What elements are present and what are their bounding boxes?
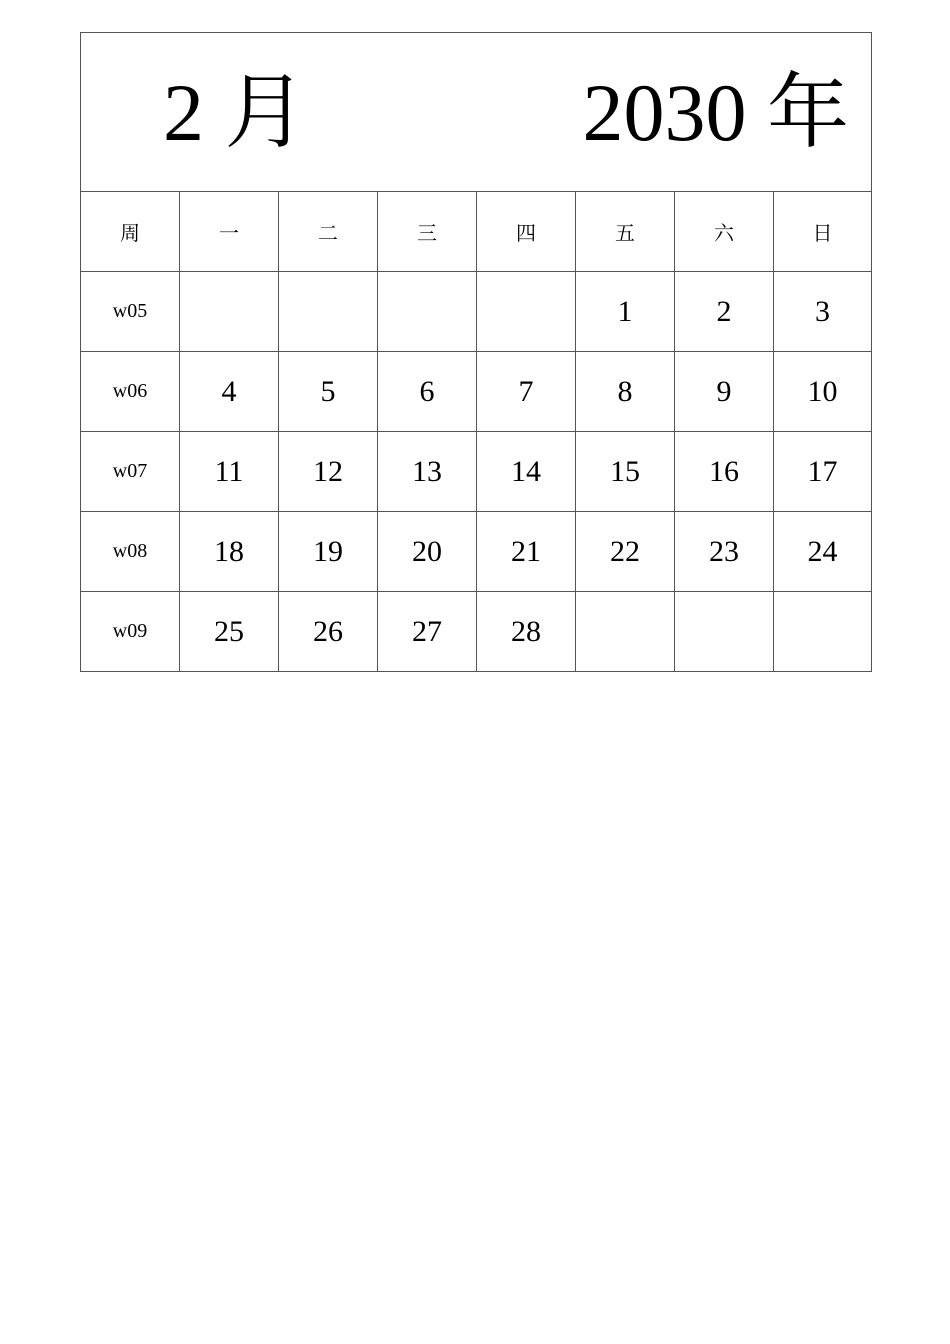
day-cell bbox=[378, 272, 477, 352]
weekday-header-sat: 六 bbox=[675, 192, 774, 272]
day-cell: 25 bbox=[180, 592, 279, 672]
day-cell bbox=[576, 592, 675, 672]
calendar-table bbox=[80, 32, 872, 672]
day-cell: 21 bbox=[477, 512, 576, 592]
weekday-header-row bbox=[81, 192, 872, 272]
weekday-header-thu: 四 bbox=[477, 192, 576, 272]
week-row bbox=[81, 352, 872, 432]
week-number: w09 bbox=[81, 592, 180, 672]
day-cell: 7 bbox=[477, 352, 576, 432]
year-title: 2030 年 bbox=[582, 67, 849, 158]
day-cell: 12 bbox=[279, 432, 378, 512]
day-cell: 20 bbox=[378, 512, 477, 592]
day-cell: 27 bbox=[378, 592, 477, 672]
day-cell: 9 bbox=[675, 352, 774, 432]
day-cell: 6 bbox=[378, 352, 477, 432]
week-number: w07 bbox=[81, 432, 180, 512]
day-cell: 17 bbox=[774, 432, 872, 512]
day-cell: 14 bbox=[477, 432, 576, 512]
day-cell: 11 bbox=[180, 432, 279, 512]
day-cell: 15 bbox=[576, 432, 675, 512]
day-cell: 24 bbox=[774, 512, 872, 592]
calendar-header bbox=[81, 33, 872, 192]
day-cell: 5 bbox=[279, 352, 378, 432]
weekday-header-sun: 日 bbox=[774, 192, 872, 272]
day-cell bbox=[279, 272, 378, 352]
day-cell: 23 bbox=[675, 512, 774, 592]
month-title: 2 月 bbox=[163, 67, 307, 158]
weekday-header-tue: 二 bbox=[279, 192, 378, 272]
day-cell bbox=[774, 592, 872, 672]
calendar-header-row bbox=[81, 33, 872, 192]
day-cell: 26 bbox=[279, 592, 378, 672]
day-cell: 28 bbox=[477, 592, 576, 672]
weekday-header-fri: 五 bbox=[576, 192, 675, 272]
day-cell: 1 bbox=[576, 272, 675, 352]
day-cell: 18 bbox=[180, 512, 279, 592]
day-cell: 8 bbox=[576, 352, 675, 432]
week-number: w05 bbox=[81, 272, 180, 352]
week-row bbox=[81, 272, 872, 352]
week-row bbox=[81, 592, 872, 672]
weekday-header-mon: 一 bbox=[180, 192, 279, 272]
day-cell bbox=[675, 592, 774, 672]
weekday-header-wed: 三 bbox=[378, 192, 477, 272]
day-cell bbox=[477, 272, 576, 352]
day-cell: 10 bbox=[774, 352, 872, 432]
week-number: w06 bbox=[81, 352, 180, 432]
weekday-header-week: 周 bbox=[81, 192, 180, 272]
week-number: w08 bbox=[81, 512, 180, 592]
day-cell: 16 bbox=[675, 432, 774, 512]
day-cell: 4 bbox=[180, 352, 279, 432]
day-cell: 19 bbox=[279, 512, 378, 592]
day-cell: 3 bbox=[774, 272, 872, 352]
week-row bbox=[81, 432, 872, 512]
day-cell: 22 bbox=[576, 512, 675, 592]
day-cell: 13 bbox=[378, 432, 477, 512]
week-row bbox=[81, 512, 872, 592]
day-cell bbox=[180, 272, 279, 352]
day-cell: 2 bbox=[675, 272, 774, 352]
